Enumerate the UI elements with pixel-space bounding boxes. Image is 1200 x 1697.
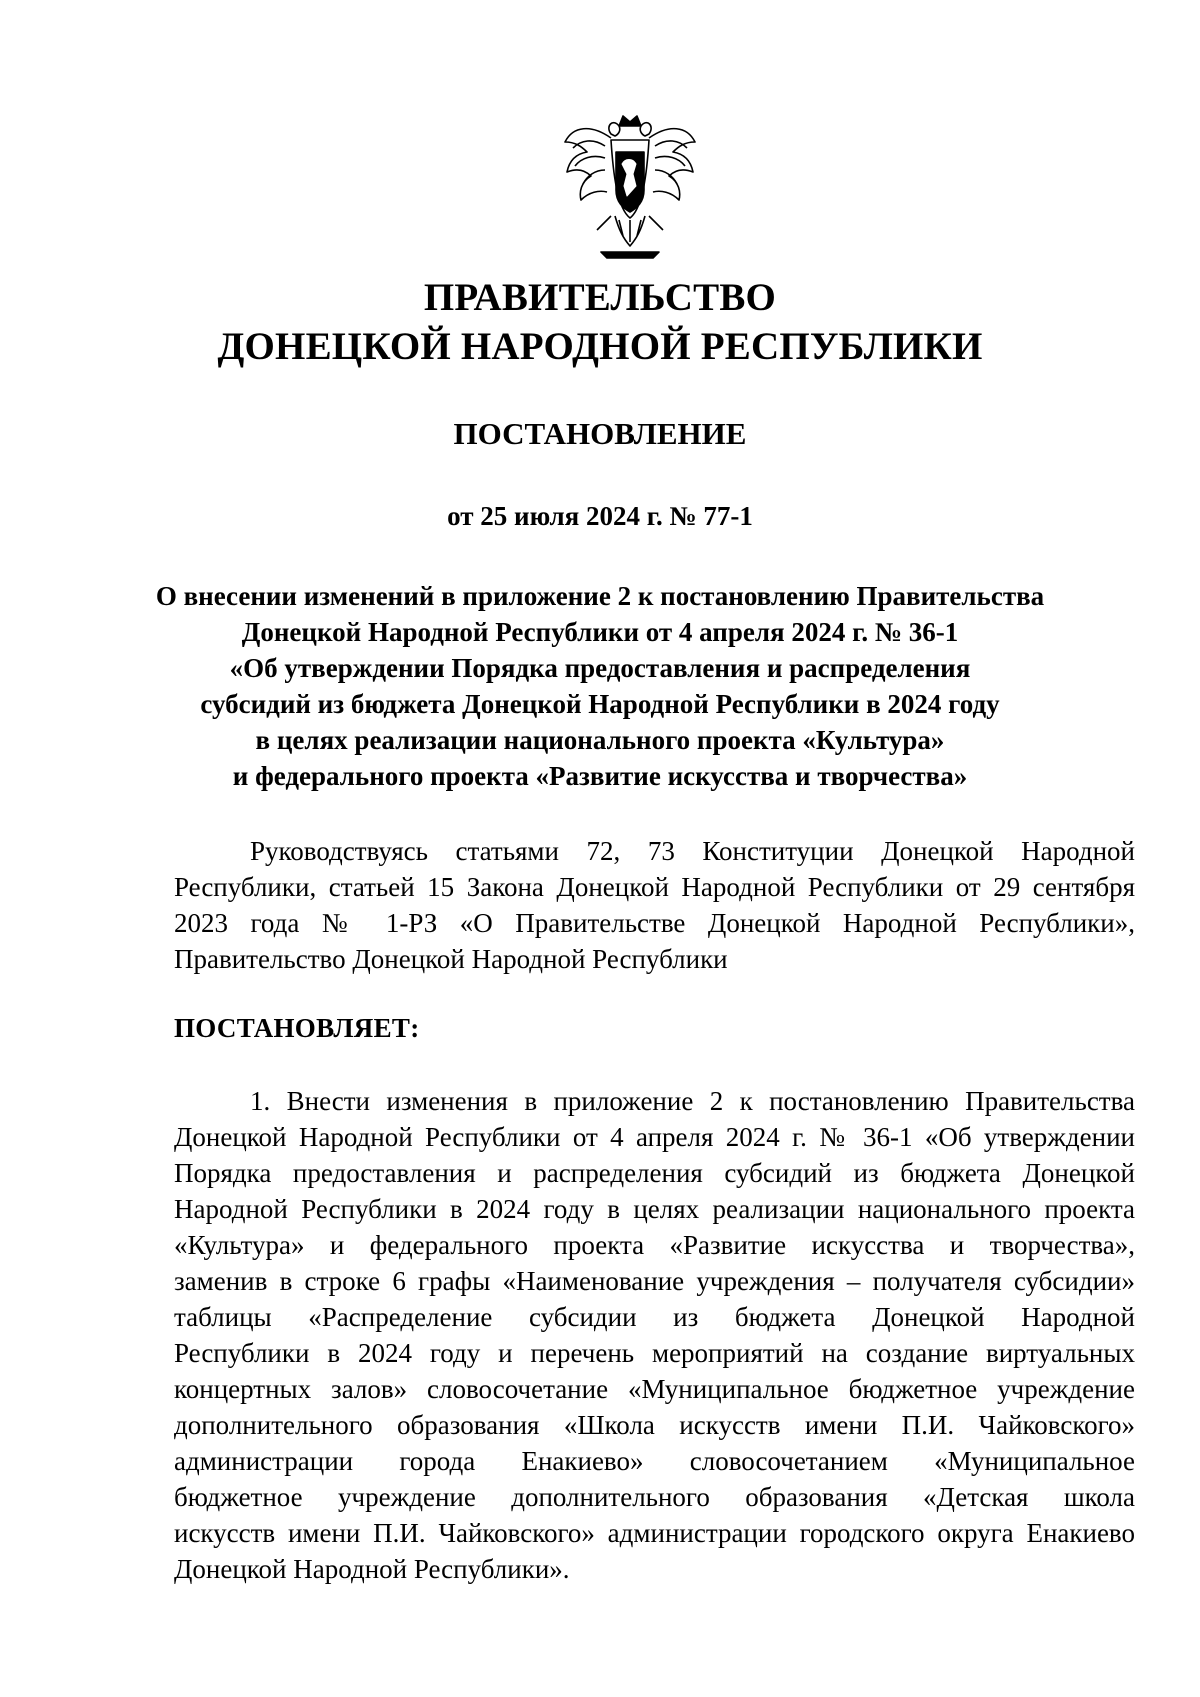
organization-title-line-1: ПРАВИТЕЛЬСТВО xyxy=(423,276,777,319)
paragraph-line: заменив в строке 6 графы «Наименование учреждения – получателя субсидии» xyxy=(174,1266,1135,1296)
paragraph-line: администрации города Енакиево» словосочетанием «Муниципальное xyxy=(174,1446,1135,1476)
paragraph-line: 2023 года № 1-РЗ «О Правительстве Донецкой Народной Республики», xyxy=(174,908,1135,938)
paragraph-line: Республики, статьей 15 Закона Донецкой Народной Республики от 29 сентября xyxy=(174,872,1135,902)
item-1-paragraph xyxy=(174,1083,1135,1587)
paragraph-line: Республики в 2024 году и перечень мероприятий на создание виртуальных xyxy=(174,1338,1135,1368)
resolves-heading: ПОСТАНОВЛЯЕТ: xyxy=(174,1013,420,1043)
paragraph-line: Донецкой Народной Республики от 4 апреля 2024 г. № 36-1 «Об утверждении xyxy=(174,1122,1135,1152)
intro-paragraph xyxy=(174,833,1135,977)
paragraph-line: Руководствуясь статьями 72, 73 Конституции Донецкой Народной xyxy=(250,836,1135,866)
organization-title-line-2: ДОНЕЦКОЙ НАРОДНОЙ РЕСПУБЛИКИ xyxy=(217,325,983,368)
subject-line: О внесении изменений в приложение 2 к постановлению Правительства xyxy=(155,581,1045,611)
paragraph-line: 1. Внести изменения в приложение 2 к постановлению Правительства xyxy=(250,1086,1135,1116)
document-date-number: от 25 июля 2024 г. № 77-1 xyxy=(447,501,753,531)
paragraph-line: бюджетное учреждение дополнительного образования «Детская школа xyxy=(174,1482,1135,1512)
paragraph-line: дополнительного образования «Школа искусств имени П.И. Чайковского» xyxy=(174,1410,1135,1440)
paragraph-line: Донецкой Народной Республики». xyxy=(174,1554,570,1584)
paragraph-line: Порядка предоставления и распределения субсидий из бюджета Донецкой xyxy=(174,1158,1135,1188)
paragraph-line: таблицы «Распределение субсидии из бюджета Донецкой Народной xyxy=(174,1302,1135,1332)
subject-line: Донецкой Народной Республики от 4 апреля 2024 г. № 36-1 xyxy=(241,617,959,647)
coat-of-arms-eagle-icon xyxy=(561,112,699,262)
paragraph-line: «Культура» и федерального проекта «Развитие искусства и творчества», xyxy=(174,1230,1135,1260)
subject-line: субсидий из бюджета Донецкой Народной Республики в 2024 году xyxy=(200,689,1000,719)
paragraph-line: искусств имени П.И. Чайковского» администрации городского округа Енакиево xyxy=(174,1518,1135,1548)
document-subject xyxy=(120,578,1080,794)
paragraph-line: Правительство Донецкой Народной Республики xyxy=(174,944,728,974)
subject-line: в целях реализации национального проекта «Культура» xyxy=(255,725,945,755)
paragraph-line: Народной Республики в 2024 году в целях реализации национального проекта xyxy=(174,1194,1135,1224)
paragraph-line: концертных залов» словосочетание «Муниципальное бюджетное учреждение xyxy=(174,1374,1135,1404)
document-type: ПОСТАНОВЛЕНИЕ xyxy=(453,416,747,451)
subject-line: «Об утверждении Порядка предоставления и распределения xyxy=(229,653,971,683)
subject-line: и федерального проекта «Развитие искусства и творчества» xyxy=(232,761,968,791)
